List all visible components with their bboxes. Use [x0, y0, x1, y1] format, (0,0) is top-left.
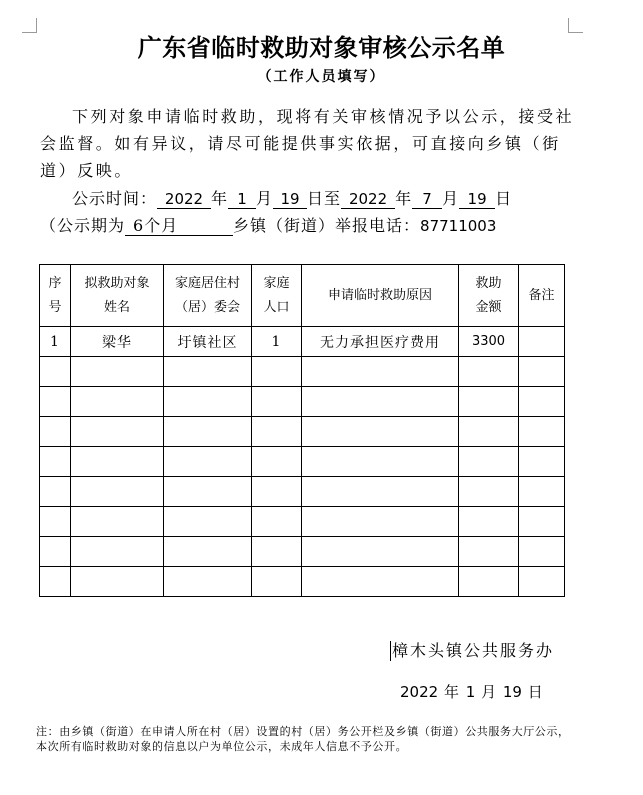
cell-amount: 3300	[459, 327, 519, 357]
table-row	[40, 417, 565, 447]
header-reason: 申请临时救助原因	[302, 265, 459, 327]
hotline-number: 87711003	[420, 217, 497, 235]
table-row	[40, 387, 565, 417]
end-year: 2022	[341, 190, 395, 209]
page-subtitle: （工作人员填写）	[257, 69, 386, 85]
table-row	[40, 507, 565, 537]
header-amount: 救助金额	[459, 265, 519, 327]
publicity-period-line: 公示时间： 2022 年 1 月 19 日至 2022 年 7 月 19 日	[72, 189, 513, 208]
table-header-row	[40, 265, 565, 327]
issuing-organization: 樟木头镇公共服务办	[392, 641, 555, 660]
footnote: 注：由乡镇（街道）在申请人所在村（居）设置的村（居）务公开栏及乡镇（街道）公共服务大厅公示，本次所有临时救助对象的信息以户为单位公示，未成年人信息不予公开。	[36, 725, 570, 753]
cell-members: 1	[252, 327, 302, 357]
table-row	[40, 537, 565, 567]
end-day: 19	[459, 190, 495, 209]
start-day: 19	[273, 190, 307, 209]
header-village: 家庭居住村（居）委会	[164, 265, 252, 327]
table-row	[40, 327, 565, 357]
cell-reason: 无力承担医疗费用	[302, 327, 459, 357]
table-row	[40, 567, 565, 597]
signature-date: 2022 年 1 月 19 日	[400, 683, 544, 701]
header-name: 拟救助对象姓名	[71, 265, 164, 327]
header-remark: 备注	[519, 265, 565, 327]
hotline-line: （公示期为 6个月 乡镇（街道）举报电话：87711003	[40, 216, 497, 235]
header-members: 家庭人口	[252, 265, 302, 327]
table-row	[40, 447, 565, 477]
period-label: 公示时间：	[72, 189, 158, 208]
intro-paragraph: 下列对象申请临时救助，现将有关审核情况予以公示，接受社会监督。如有异议，请尽可能提供事实依据，可直接向乡镇（街道）反映。	[40, 107, 575, 180]
assistance-table	[39, 264, 565, 597]
cell-name: 梁华	[71, 327, 164, 357]
table-row	[40, 357, 565, 387]
cell-remark	[519, 327, 565, 357]
cell-village: 圩镇社区	[164, 327, 252, 357]
end-month: 7	[412, 190, 442, 209]
table-row	[40, 477, 565, 507]
page-title: 广东省临时救助对象审核公示名单	[137, 34, 506, 62]
cell-seq: 1	[40, 327, 71, 357]
start-month: 1	[228, 190, 256, 209]
duration-value: 6个月	[125, 217, 233, 236]
start-year: 2022	[157, 190, 211, 209]
header-seq: 序号	[40, 265, 71, 327]
